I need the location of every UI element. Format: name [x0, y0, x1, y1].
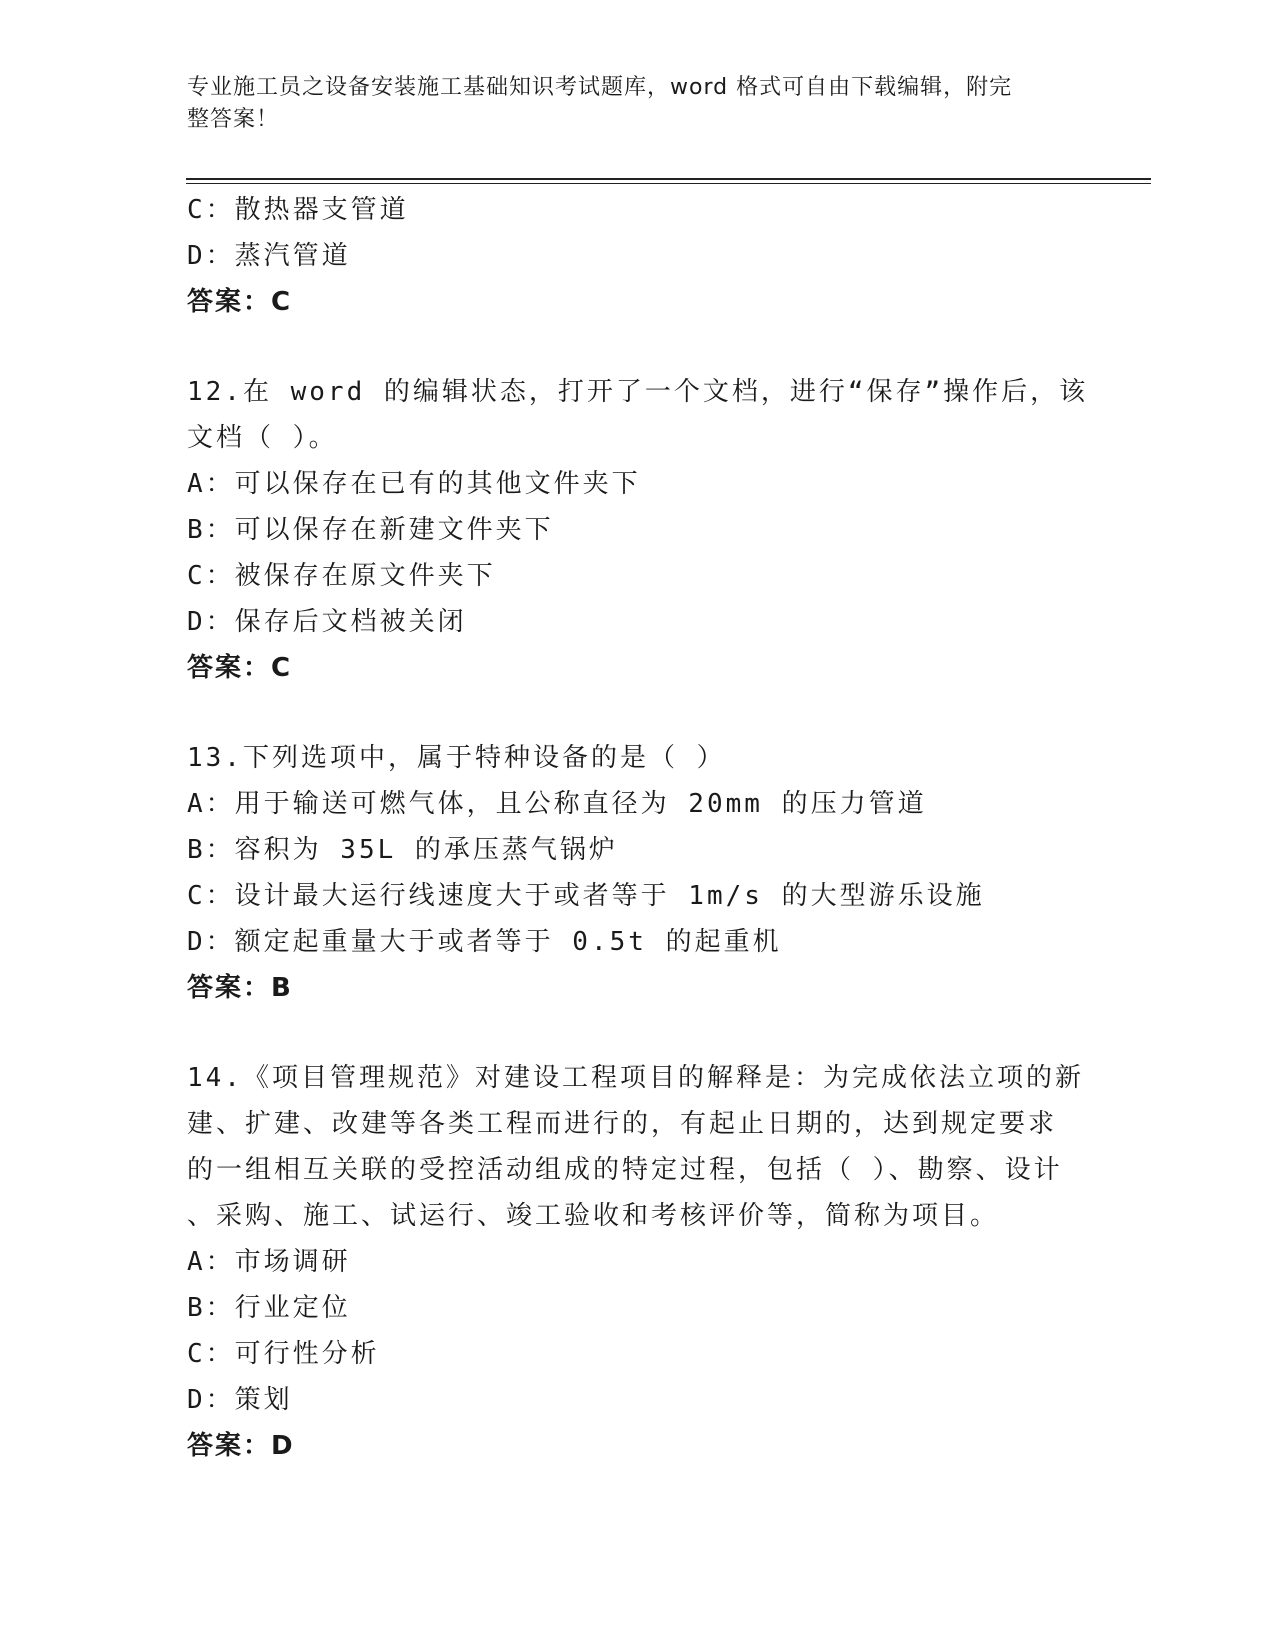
answer-line: 答案：B [187, 973, 293, 1003]
option-c: C：可行性分析 [187, 1339, 380, 1369]
question-14 [187, 1055, 1087, 1469]
question-stem-line: 、采购、施工、试运行、竣工验收和考核评价等，简称为项目。 [187, 1201, 1000, 1231]
spacer [187, 325, 1087, 369]
header-line-1: 专业施工员之设备安装施工基础知识考试题库，word 格式可自由下载编辑，附完 [187, 75, 1013, 100]
option-a: A：市场调研 [187, 1247, 351, 1277]
question-12 [187, 369, 1087, 691]
header-line-2: 整答案！ [187, 107, 280, 132]
question-stem-line: 12.在 word 的编辑状态，打开了一个文档，进行“保存”操作后，该 [187, 377, 1089, 407]
option-c: C：设计最大运行线速度大于或者等于 1m/s 的大型游乐设施 [187, 881, 985, 911]
question-13 [187, 735, 1087, 1011]
spacer [187, 691, 1087, 735]
option-c: C：被保存在原文件夹下 [187, 561, 496, 591]
option-d: D：蒸汽管道 [187, 241, 351, 271]
option-a: A：可以保存在已有的其他文件夹下 [187, 469, 641, 499]
question-stem-line: 文档（ ）。 [187, 423, 338, 453]
spacer [187, 1011, 1087, 1055]
question-11 [187, 187, 1087, 325]
option-b: B：可以保存在新建文件夹下 [187, 515, 554, 545]
option-d: D：保存后文档被关闭 [187, 607, 467, 637]
option-d: D：额定起重量大于或者等于 0.5t 的起重机 [187, 927, 782, 957]
answer-line: 答案：C [187, 653, 293, 683]
option-c: C：散热器支管道 [187, 195, 409, 225]
header-divider-thin [186, 183, 1151, 184]
question-stem-line: 14.《项目管理规范》对建设工程项目的解释是：为完成依法立项的新 [187, 1063, 1084, 1093]
answer-line: 答案：D [187, 1431, 295, 1461]
page-header [187, 72, 1067, 136]
option-b: B：行业定位 [187, 1293, 351, 1323]
option-a: A：用于输送可燃气体，且公称直径为 20mm 的压力管道 [187, 789, 927, 819]
question-stem-line: 13.下列选项中，属于特种设备的是（ ） [187, 743, 726, 773]
option-b: B：容积为 35L 的承压蒸气锅炉 [187, 835, 618, 865]
option-d: D：策划 [187, 1385, 293, 1415]
header-divider-thick [186, 178, 1151, 180]
question-stem-line: 的一组相互关联的受控活动组成的特定过程，包括（ ）、勘察、设计 [187, 1155, 1063, 1185]
question-content [187, 187, 1087, 1469]
question-stem-line: 建、扩建、改建等各类工程而进行的，有起止日期的，达到规定要求 [187, 1109, 1058, 1139]
answer-line: 答案：C [187, 287, 293, 317]
